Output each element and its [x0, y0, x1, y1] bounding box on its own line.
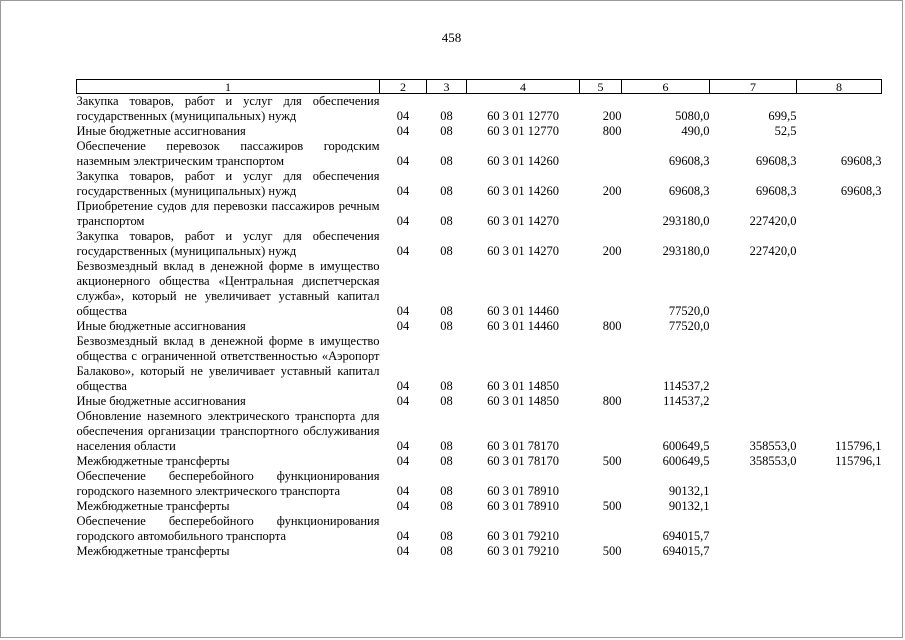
table-cell: 04 — [396, 379, 410, 393]
table-cell: 600649,5 — [662, 439, 710, 453]
table-cell: 69608,3 — [840, 184, 882, 198]
table-cell: 200 — [602, 244, 622, 258]
table-cell — [797, 499, 882, 514]
table-cell: 08 — [440, 109, 453, 123]
table-row — [77, 514, 882, 544]
table-cell — [797, 319, 882, 334]
table-cell: Межбюджетные трансферты — [76, 544, 230, 558]
table-cell: 77520,0 — [668, 319, 710, 333]
table-row — [77, 469, 882, 499]
table-row — [77, 229, 882, 259]
table-cell: 04 — [396, 109, 410, 123]
table-cell: 04 — [396, 124, 410, 138]
table-cell: Обновление наземного электрического транспорта для обеспечения организации транспортного обслуживания населения области — [76, 409, 380, 453]
table-cell — [797, 229, 882, 259]
table-cell: 08 — [440, 454, 453, 468]
table-cell — [710, 514, 797, 544]
table-cell: 500 — [602, 454, 622, 468]
table-cell — [797, 469, 882, 499]
table-cell: 69608,3 — [668, 184, 710, 198]
table-row — [77, 169, 882, 199]
table-cell: 500 — [602, 499, 622, 513]
table-cell: 77520,0 — [668, 304, 710, 318]
table-cell: 04 — [396, 304, 410, 318]
table-cell: 60 3 01 78170 — [487, 439, 559, 453]
column-header-1: 1 — [77, 80, 380, 94]
table-row — [77, 124, 882, 139]
table-cell — [710, 544, 797, 559]
column-header-2: 2 — [380, 80, 427, 94]
table-cell — [797, 124, 882, 139]
table-cell: 60 3 01 78910 — [487, 484, 559, 498]
table-cell: Иные бюджетные ассигнования — [76, 319, 246, 333]
table-cell — [797, 334, 882, 394]
column-header-5: 5 — [580, 80, 622, 94]
table-cell: 60 3 01 12770 — [487, 109, 559, 123]
table-cell: 60 3 01 79210 — [487, 529, 559, 543]
table-row — [77, 94, 882, 125]
table-cell: 69608,3 — [840, 154, 882, 168]
table-cell: 227420,0 — [749, 214, 797, 228]
table-cell: 60 3 01 14260 — [487, 154, 559, 168]
table-cell — [797, 514, 882, 544]
table-cell: 08 — [440, 484, 453, 498]
table-cell: 60 3 01 78910 — [487, 499, 559, 513]
table-cell: 08 — [440, 214, 453, 228]
table-cell: 69608,3 — [668, 154, 710, 168]
table-cell: 08 — [440, 544, 453, 558]
table-cell: 227420,0 — [749, 244, 797, 258]
table-cell: 60 3 01 14850 — [487, 379, 559, 393]
table-cell: Приобретение судов для перевозки пассажиров речным транспортом — [76, 199, 380, 228]
table-cell — [580, 409, 622, 454]
table-cell: 60 3 01 14850 — [487, 394, 559, 408]
table-cell: 08 — [440, 154, 453, 168]
table-cell: 5080,0 — [675, 109, 710, 123]
table-cell: Иные бюджетные ассигнования — [76, 394, 246, 408]
table-cell — [797, 394, 882, 409]
table-row — [77, 499, 882, 514]
table-cell: Иные бюджетные ассигнования — [76, 124, 246, 138]
table-cell: 293180,0 — [662, 244, 710, 258]
table-cell: 69608,3 — [755, 184, 797, 198]
table-cell — [797, 544, 882, 559]
table-cell — [710, 334, 797, 394]
table-row — [77, 139, 882, 169]
table-cell: 04 — [396, 319, 410, 333]
table-cell: Обеспечение бесперебойного функционирования городского наземного электрического транспорта — [76, 469, 380, 498]
table-cell: Безвозмездный вклад в денежной форме в имущество акционерного общества «Центральная диспетчерская служба», который не увеличивает уставный капитал общества — [76, 259, 380, 318]
table-cell — [580, 259, 622, 319]
table-cell: 69608,3 — [755, 154, 797, 168]
table-cell: 60 3 01 12770 — [487, 124, 559, 138]
table-cell: 694015,7 — [662, 544, 710, 558]
table-cell — [580, 469, 622, 499]
table-cell: 600649,5 — [662, 454, 710, 468]
table-cell: 114537,2 — [663, 394, 710, 408]
table-cell: 60 3 01 79210 — [487, 544, 559, 558]
table-cell: 08 — [440, 379, 453, 393]
table-cell — [710, 319, 797, 334]
table-row — [77, 259, 882, 319]
table-row — [77, 409, 882, 454]
table-cell: 04 — [396, 544, 410, 558]
table-cell: 08 — [440, 304, 453, 318]
table-cell: 08 — [440, 244, 453, 258]
table-cell: 08 — [440, 499, 453, 513]
table-cell: 358553,0 — [749, 439, 797, 453]
table-cell: 800 — [602, 394, 622, 408]
table-cell: 60 3 01 14260 — [487, 184, 559, 198]
table-cell — [710, 259, 797, 319]
table-cell: Закупка товаров, работ и услуг для обеспечения государственных (муниципальных) нужд — [76, 229, 380, 258]
table-cell — [580, 139, 622, 169]
table-cell: 60 3 01 14460 — [487, 304, 559, 318]
table-cell: Межбюджетные трансферты — [76, 454, 230, 468]
table-row — [77, 334, 882, 394]
table-cell — [797, 259, 882, 319]
table-cell — [710, 499, 797, 514]
table-cell: 490,0 — [681, 124, 710, 138]
table-cell — [580, 514, 622, 544]
table-cell: 04 — [396, 154, 410, 168]
table-cell: 60 3 01 78170 — [487, 454, 559, 468]
page-number: 458 — [441, 30, 462, 45]
table-row — [77, 199, 882, 229]
table-cell — [580, 334, 622, 394]
table-cell: 08 — [440, 184, 453, 198]
table-cell: 293180,0 — [662, 214, 710, 228]
table-cell — [580, 199, 622, 229]
table-cell: 04 — [396, 499, 410, 513]
table-cell: 08 — [440, 394, 453, 408]
table-cell: 699,5 — [768, 109, 797, 123]
table-cell: 200 — [602, 109, 622, 123]
table-row — [77, 319, 882, 334]
table-cell: 52,5 — [774, 124, 797, 138]
table-cell: 04 — [396, 394, 410, 408]
table-cell — [797, 94, 882, 125]
table-cell: 04 — [396, 439, 410, 453]
table-cell: 90132,1 — [668, 499, 710, 513]
table-cell — [797, 199, 882, 229]
table-cell — [710, 469, 797, 499]
table-cell: 60 3 01 14460 — [487, 319, 559, 333]
table-cell: Обеспечение перевозок пассажиров городским наземным электрическим транспортом — [76, 139, 380, 168]
table-cell: 08 — [440, 319, 453, 333]
table-cell: 04 — [396, 454, 410, 468]
table-header-row — [77, 80, 882, 94]
table-cell: 800 — [602, 124, 622, 138]
table-cell: 08 — [440, 124, 453, 138]
table-cell: 04 — [396, 484, 410, 498]
column-header-3: 3 — [427, 80, 467, 94]
column-header-6: 6 — [622, 80, 710, 94]
table-cell: 694015,7 — [662, 529, 710, 543]
table-body — [77, 94, 882, 560]
table-cell: 04 — [396, 184, 410, 198]
table-cell: 800 — [602, 319, 622, 333]
table-cell: 500 — [602, 544, 622, 558]
table-cell: 04 — [396, 244, 410, 258]
table-cell: 04 — [396, 529, 410, 543]
table-cell: 114537,2 — [663, 379, 710, 393]
table-cell: 60 3 01 14270 — [487, 214, 559, 228]
column-header-4: 4 — [467, 80, 580, 94]
table-cell: Безвозмездный вклад в денежной форме в имущество общества с ограниченной ответственностью «Аэропорт Балаково», который не увеличивает уставный капитал общества — [76, 334, 380, 393]
table-cell: Закупка товаров, работ и услуг для обеспечения государственных (муниципальных) нужд — [76, 94, 380, 123]
table-cell: 115796,1 — [835, 454, 882, 468]
table-cell: Межбюджетные трансферты — [76, 499, 230, 513]
table-cell: 04 — [396, 214, 410, 228]
table-cell: 90132,1 — [668, 484, 710, 498]
table-cell: 200 — [602, 184, 622, 198]
column-header-7: 7 — [710, 80, 797, 94]
budget-table — [76, 79, 882, 559]
table-cell — [710, 394, 797, 409]
table-cell: 08 — [440, 529, 453, 543]
table-row — [77, 544, 882, 559]
table-cell: 115796,1 — [835, 439, 882, 453]
column-header-8: 8 — [797, 80, 882, 94]
table-row — [77, 454, 882, 469]
table-cell: 08 — [440, 439, 453, 453]
table-cell: 60 3 01 14270 — [487, 244, 559, 258]
table-cell: 358553,0 — [749, 454, 797, 468]
table-row — [77, 394, 882, 409]
table-cell: Обеспечение бесперебойного функционирования городского автомобильного транспорта — [76, 514, 380, 543]
table-cell: Закупка товаров, работ и услуг для обеспечения государственных (муниципальных) нужд — [76, 169, 380, 198]
